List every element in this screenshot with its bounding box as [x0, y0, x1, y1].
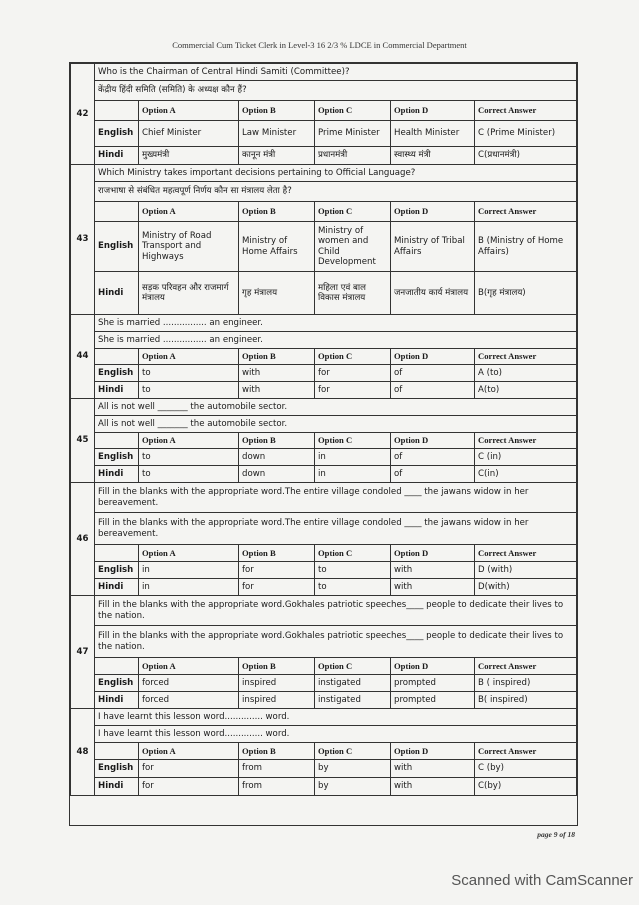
question-text-hindi: Fill in the blanks with the appropriate word.The entire village condoled ____ the jawans widow in her bereavement. [95, 513, 577, 545]
column-header: Option B [239, 743, 315, 760]
question-text-hindi: She is married ................ an engineer. [95, 332, 577, 349]
option-cell: of [391, 365, 475, 382]
option-cell: inspired [239, 675, 315, 692]
question-text-english: She is married ................ an engineer. [95, 315, 577, 332]
option-cell: प्रधानमंत्री [315, 147, 391, 165]
language-label: Hindi [95, 778, 139, 796]
column-header: Option A [139, 202, 239, 222]
question-row [71, 513, 577, 545]
options-header-row [71, 433, 577, 449]
scanner-watermark: Scanned with CamScanner [451, 872, 633, 889]
question-table-frame [69, 62, 578, 826]
correct-answer-cell: D (with) [475, 562, 577, 579]
option-cell: of [391, 466, 475, 483]
option-cell: forced [139, 675, 239, 692]
question-text-english: Fill in the blanks with the appropriate word.Gokhales patriotic speeches____ people to dedicate their lives to the nation. [95, 596, 577, 626]
correct-answer-cell: B( inspired) [475, 692, 577, 709]
options-row [71, 675, 577, 692]
header-blank-cell [95, 545, 139, 562]
correct-answer-cell: C(in) [475, 466, 577, 483]
question-row [71, 399, 577, 416]
options-row [71, 121, 577, 147]
question-text-hindi: केंद्रीय हिंदी समिति (समिति) के अध्यक्ष कौन हैं? [95, 81, 577, 101]
option-cell: prompted [391, 675, 475, 692]
column-header: Option A [139, 658, 239, 675]
option-cell: of [391, 449, 475, 466]
option-cell: to [139, 382, 239, 399]
question-row [71, 332, 577, 349]
options-row [71, 365, 577, 382]
option-cell: Law Minister [239, 121, 315, 147]
language-label: Hindi [95, 579, 139, 596]
options-row [71, 449, 577, 466]
correct-answer-cell: A (to) [475, 365, 577, 382]
column-header: Option D [391, 202, 475, 222]
column-header: Option C [315, 743, 391, 760]
question-row [71, 709, 577, 726]
column-header: Option D [391, 101, 475, 121]
question-number: 48 [71, 709, 95, 796]
column-header: Option B [239, 433, 315, 449]
column-header: Option C [315, 658, 391, 675]
column-header: Correct Answer [475, 433, 577, 449]
option-cell: for [239, 579, 315, 596]
question-row [71, 483, 577, 513]
correct-answer-cell: C (Prime Minister) [475, 121, 577, 147]
column-header: Option B [239, 202, 315, 222]
option-cell: to [315, 579, 391, 596]
option-cell: forced [139, 692, 239, 709]
column-header: Option D [391, 743, 475, 760]
question-row [71, 81, 577, 101]
column-header: Correct Answer [475, 743, 577, 760]
column-header: Option A [139, 101, 239, 121]
column-header: Option D [391, 658, 475, 675]
options-row [71, 562, 577, 579]
option-cell: by [315, 760, 391, 778]
language-label: English [95, 121, 139, 147]
column-header: Option D [391, 545, 475, 562]
option-cell: from [239, 760, 315, 778]
header-blank-cell [95, 101, 139, 121]
option-cell: with [391, 579, 475, 596]
language-label: Hindi [95, 382, 139, 399]
option-cell: Ministry of women and Child Development [315, 222, 391, 272]
option-cell: inspired [239, 692, 315, 709]
option-cell: महिला एवं बाल विकास मंत्रालय [315, 272, 391, 315]
option-cell: in [139, 562, 239, 579]
option-cell: down [239, 449, 315, 466]
column-header: Option A [139, 349, 239, 365]
options-row [71, 466, 577, 483]
option-cell: for [139, 760, 239, 778]
column-header: Option C [315, 433, 391, 449]
option-cell: Ministry of Road Transport and Highways [139, 222, 239, 272]
question-row [71, 596, 577, 626]
question-text-english: Which Ministry takes important decisions pertaining to Official Language? [95, 165, 577, 182]
options-header-row [71, 743, 577, 760]
question-text-english: Fill in the blanks with the appropriate word.The entire village condoled ____ the jawans widow in her bereavement. [95, 483, 577, 513]
option-cell: of [391, 382, 475, 399]
option-cell: मुख्यमंत्री [139, 147, 239, 165]
options-row [71, 222, 577, 272]
options-header-row [71, 202, 577, 222]
options-header-row [71, 658, 577, 675]
option-cell: to [139, 449, 239, 466]
column-header: Correct Answer [475, 545, 577, 562]
column-header: Option C [315, 545, 391, 562]
column-header: Option C [315, 349, 391, 365]
option-cell: Chief Minister [139, 121, 239, 147]
correct-answer-cell: B(गृह मंत्रालय) [475, 272, 577, 315]
option-cell: with [391, 562, 475, 579]
option-cell: to [315, 562, 391, 579]
column-header: Option A [139, 743, 239, 760]
options-row [71, 382, 577, 399]
question-number: 43 [71, 165, 95, 315]
language-label: English [95, 222, 139, 272]
option-cell: to [139, 466, 239, 483]
language-label: English [95, 562, 139, 579]
header-blank-cell [95, 743, 139, 760]
question-number: 47 [71, 596, 95, 709]
correct-answer-cell: A(to) [475, 382, 577, 399]
header-blank-cell [95, 433, 139, 449]
question-number: 45 [71, 399, 95, 483]
option-cell: in [315, 449, 391, 466]
language-label: Hindi [95, 272, 139, 315]
correct-answer-cell: C (in) [475, 449, 577, 466]
question-row [71, 182, 577, 202]
question-text-english: I have learnt this lesson word.............. word. [95, 709, 577, 726]
option-cell: सड़क परिवहन और राजमार्ग मंत्रालय [139, 272, 239, 315]
question-number: 42 [71, 64, 95, 165]
question-row [71, 726, 577, 743]
header-blank-cell [95, 349, 139, 365]
option-cell: Prime Minister [315, 121, 391, 147]
options-row [71, 692, 577, 709]
option-cell: for [239, 562, 315, 579]
question-row [71, 64, 577, 81]
page-number: page 9 of 18 [537, 830, 575, 839]
column-header: Option C [315, 202, 391, 222]
option-cell: with [239, 365, 315, 382]
option-cell: down [239, 466, 315, 483]
column-header: Option C [315, 101, 391, 121]
options-row [71, 760, 577, 778]
option-cell: instigated [315, 675, 391, 692]
correct-answer-cell: C(by) [475, 778, 577, 796]
question-row [71, 416, 577, 433]
language-label: English [95, 449, 139, 466]
question-text-hindi: All is not well _______ the automobile sector. [95, 416, 577, 433]
option-cell: by [315, 778, 391, 796]
option-cell: with [391, 760, 475, 778]
column-header: Option D [391, 433, 475, 449]
question-number: 44 [71, 315, 95, 399]
header-blank-cell [95, 202, 139, 222]
options-header-row [71, 101, 577, 121]
header-blank-cell [95, 658, 139, 675]
column-header: Correct Answer [475, 202, 577, 222]
question-text-english: All is not well _______ the automobile sector. [95, 399, 577, 416]
language-label: English [95, 675, 139, 692]
question-row [71, 626, 577, 658]
option-cell: for [139, 778, 239, 796]
language-label: Hindi [95, 147, 139, 165]
option-cell: with [391, 778, 475, 796]
question-text-hindi: I have learnt this lesson word.............. word. [95, 726, 577, 743]
question-table [70, 63, 577, 796]
option-cell: from [239, 778, 315, 796]
page-header: Commercial Cum Ticket Clerk in Level-3 16 2/3 % LDCE in Commercial Department [172, 40, 467, 50]
language-label: Hindi [95, 692, 139, 709]
column-header: Correct Answer [475, 658, 577, 675]
column-header: Option B [239, 658, 315, 675]
options-header-row [71, 349, 577, 365]
question-text-english: Who is the Chairman of Central Hindi Samiti (Committee)? [95, 64, 577, 81]
options-row [71, 778, 577, 796]
option-cell: instigated [315, 692, 391, 709]
column-header: Correct Answer [475, 349, 577, 365]
option-cell: with [239, 382, 315, 399]
column-header: Option D [391, 349, 475, 365]
language-label: English [95, 365, 139, 382]
option-cell: for [315, 382, 391, 399]
option-cell: कानून मंत्री [239, 147, 315, 165]
options-row [71, 147, 577, 165]
language-label: English [95, 760, 139, 778]
options-row [71, 579, 577, 596]
correct-answer-cell: B ( inspired) [475, 675, 577, 692]
options-header-row [71, 545, 577, 562]
question-text-hindi: Fill in the blanks with the appropriate word.Gokhales patriotic speeches____ people to dedicate their lives to the nation. [95, 626, 577, 658]
option-cell: for [315, 365, 391, 382]
option-cell: Ministry of Home Affairs [239, 222, 315, 272]
option-cell: in [139, 579, 239, 596]
option-cell: स्वास्थ्य मंत्री [391, 147, 475, 165]
correct-answer-cell: D(with) [475, 579, 577, 596]
question-row [71, 165, 577, 182]
option-cell: prompted [391, 692, 475, 709]
language-label: Hindi [95, 466, 139, 483]
correct-answer-cell: C (by) [475, 760, 577, 778]
option-cell: जनजातीय कार्य मंत्रालय [391, 272, 475, 315]
correct-answer-cell: B (Ministry of Home Affairs) [475, 222, 577, 272]
options-row [71, 272, 577, 315]
column-header: Option A [139, 433, 239, 449]
correct-answer-cell: C(प्रधानमंत्री) [475, 147, 577, 165]
option-cell: in [315, 466, 391, 483]
option-cell: Health Minister [391, 121, 475, 147]
column-header: Correct Answer [475, 101, 577, 121]
column-header: Option A [139, 545, 239, 562]
column-header: Option B [239, 349, 315, 365]
question-number: 46 [71, 483, 95, 596]
column-header: Option B [239, 101, 315, 121]
option-cell: to [139, 365, 239, 382]
option-cell: गृह मंत्रालय [239, 272, 315, 315]
option-cell: Ministry of Tribal Affairs [391, 222, 475, 272]
column-header: Option B [239, 545, 315, 562]
question-text-hindi: राजभाषा से संबंधित महत्वपूर्ण निर्णय कौन सा मंत्रालय लेता है? [95, 182, 577, 202]
question-row [71, 315, 577, 332]
